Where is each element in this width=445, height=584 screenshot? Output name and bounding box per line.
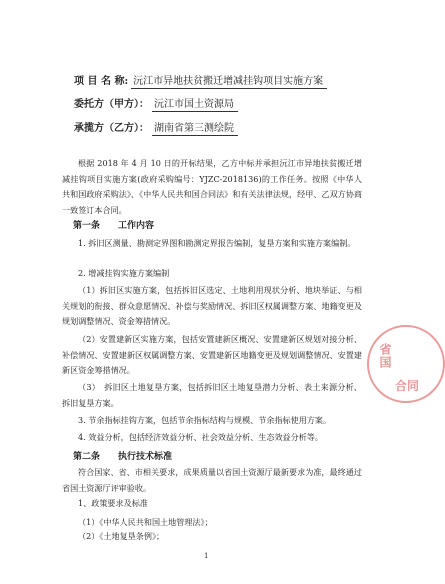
article-2-sub-heading: 1、政策要求及标准 <box>78 498 148 508</box>
article-2-intro: 符合国家、省、市相关要求，成果质量以省国土资源厅最新要求为准，最终通过省国土资源厅评审验收。 <box>62 467 362 493</box>
article-1-item-2-1: （1）拆旧区实施方案，包括拆旧区选定、土地利用现状分析、地块举证、与相关规划的衔接、群众意愿情况、补偿与奖励情况、拆旧区权属调整方案、地籍变更及规划调整情况、资金筹措情况。 <box>62 285 362 326</box>
contractor-row <box>74 119 238 136</box>
article-1-item-2: 2. 增减挂钩实施方案编制 <box>78 268 170 278</box>
seal-text-2: 合同 <box>395 379 420 393</box>
standard-item-1: （1）《中华人民共和国土地管理法》； <box>78 517 213 527</box>
intro-paragraph: 根据 2018 年 4 月 10 日的开标结果，乙方中标并承担沅江市异地扶贫搬迁增减挂钩项目实施方案(政府采购编号：YJZC-2018136)的工作任务。按照《中华人共和国政府采购法》、《中华人民共和国合同法》和有关法律法规，经甲、乙双方协商一致签订本合同。 <box>62 158 362 215</box>
article-1-title: 第一条 工作内容 <box>73 221 155 231</box>
standard-item-2: （2）《土地复垦条例》； <box>78 531 165 541</box>
article-1-item-1: 1. 拆旧区测量、勘测定界图和勘测定界报告编制，复垦方案和实施方案编制。 <box>78 238 356 248</box>
project-name-row <box>74 72 327 89</box>
contractor-label: 承揽方（乙方）： <box>74 123 149 134</box>
article-2-title: 第二条 执行技术标准 <box>73 452 173 462</box>
client-label: 委托方（甲方）： <box>74 99 149 110</box>
article-1-item-2-3: （3） 拆旧区土地复垦方案，包括拆旧区土地复垦潜力分析、表土来源分析、拆旧复垦方案。 <box>62 382 362 408</box>
client-value: 沅江市国土资源局 <box>152 95 238 112</box>
page-number: 1 <box>204 552 209 560</box>
article-1-item-4: 4. 效益分析，包括经济效益分析、社会效益分析、生态效益分析等。 <box>78 432 324 442</box>
project-name-label: 项 目 名 称: <box>74 76 129 87</box>
contractor-value: 湖南省第三测绘院 <box>152 119 238 136</box>
project-name-value: 沅江市异地扶贫搬迁增减挂钩项目实施方案 <box>131 72 327 89</box>
article-1-item-2-2: （2）安置建新区实施方案，包括安置建新区概况、安置建新区规划对接分析、补偿情况、安置建新区权属调整方案、安置建新区地籍变更及规划调整情况、安置建新区资金筹措情况。 <box>62 334 362 375</box>
red-seal-stamp <box>367 325 445 403</box>
seal-text-1: 省国 <box>378 343 392 369</box>
article-1-item-3: 3. 节余指标挂钩方案，包括节余指标结构与规模、节余指标使用方案。 <box>78 415 332 425</box>
client-row <box>74 95 238 112</box>
